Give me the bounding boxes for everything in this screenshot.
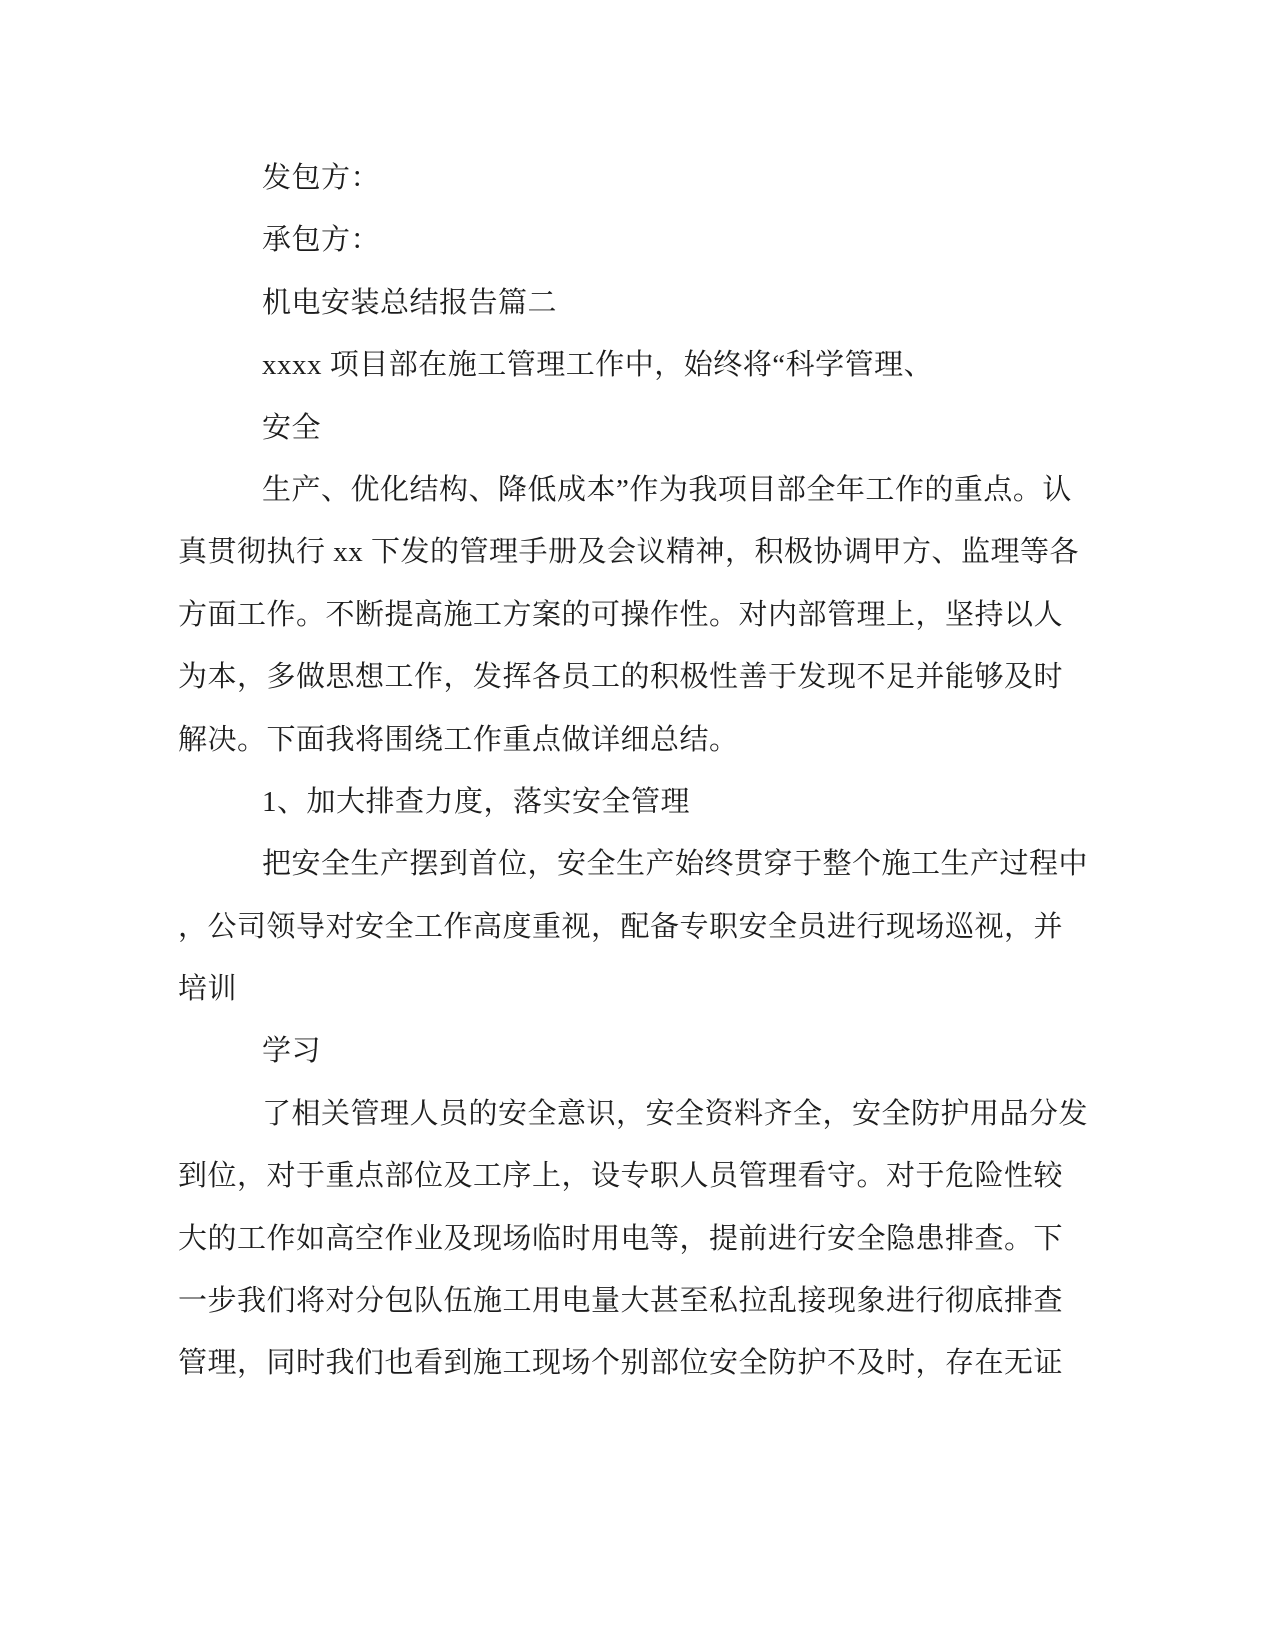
text-line: 生产、优化结构、降低成本”作为我项目部全年工作的重点。认: [262, 473, 1072, 506]
text-line: 大的工作如高空作业及现场临时用电等，提前进行安全隐患排查。下: [178, 1222, 1064, 1255]
text-line: 培训: [178, 973, 238, 1006]
text-line: 真贯彻执行 xx 下发的管理手册及会议精神，积极协调甲方、监理等各: [178, 536, 1080, 569]
text-line: 承包方：: [262, 224, 381, 257]
document-lines: [178, 147, 1098, 1395]
text-line: 安全: [262, 411, 322, 444]
text-line: 发包方：: [262, 162, 381, 194]
text-line: 管理，同时我们也看到施工现场个别部位安全防护不及时，存在无证: [178, 1347, 1064, 1380]
text-line: 为本，多做思想工作，发挥各员工的积极性善于发现不足并能够及时: [178, 661, 1064, 694]
text-line: ，公司领导对安全工作高度重视，配备专职安全员进行现场巡视，并: [178, 910, 1064, 943]
text-line: 1、加大排查力度，落实安全管理: [262, 785, 691, 818]
text-line: 把安全生产摆到首位，安全生产始终贯穿于整个施工生产过程中: [262, 848, 1089, 881]
text-line: 到位，对于重点部位及工序上，设专职人员管理看守。对于危险性较: [178, 1160, 1064, 1193]
text-line: xxxx 项目部在施工管理工作中，始终将“科学管理、: [262, 349, 934, 382]
text-line: 了相关管理人员的安全意识，安全资料齐全，安全防护用品分发: [262, 1097, 1089, 1130]
text-line: 一步我们将对分包队伍施工用电量大甚至私拉乱接现象进行彻底排查: [178, 1285, 1064, 1318]
text-line: 方面工作。不断提高施工方案的可操作性。对内部管理上，坚持以人: [178, 598, 1064, 631]
text-line: 学习: [262, 1035, 322, 1068]
text-line: 解决。下面我将围绕工作重点做详细总结。: [178, 723, 739, 756]
text-line: 机电安装总结报告篇二: [262, 286, 558, 319]
